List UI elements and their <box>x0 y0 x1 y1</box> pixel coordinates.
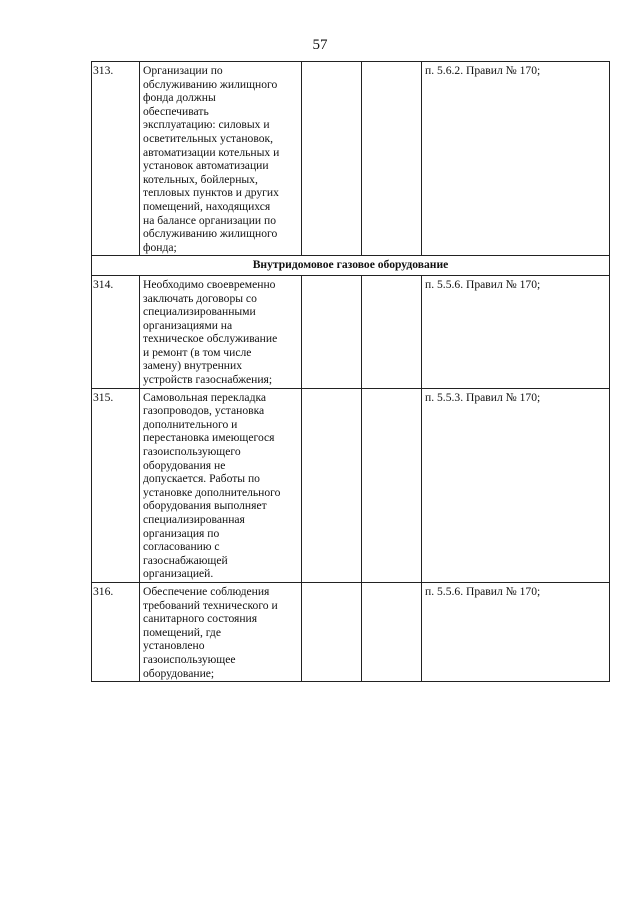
reference-cell: п. 5.5.6. Правил № 170; <box>422 582 610 681</box>
requirements-table <box>91 61 610 682</box>
requirement-text: Необходимо своевременно заключать договоры со специализированными организациями на техническое обслуживание и ремонт (в том числе замену) внутренних устройств газоснабжения; <box>140 275 302 388</box>
reference-cell: п. 5.5.6. Правил № 170; <box>422 275 610 388</box>
empty-cell <box>362 62 422 256</box>
requirement-text: Самовольная перекладка газопроводов, установка дополнительного и перестановка имеющегося газоиспользующего оборудования не допускается. Работы по установке дополнительного оборудования выполняет специализированная организация по согласованию с газоснабжающей организацией. <box>140 388 302 582</box>
section-heading: Внутридомовое газовое оборудование <box>92 256 610 276</box>
empty-cell <box>302 582 362 681</box>
requirement-text: Организации по обслуживанию жилищного фонда должны обеспечивать эксплуатацию: силовых и осветительных установок, автоматизации котельных и установок автоматизации котельных, бойлерных, тепловых пунктов и других помещений, находящихся на балансе организации по обслуживанию жилищного фонда; <box>140 62 302 256</box>
table-row-313 <box>92 62 610 256</box>
reference-cell: п. 5.6.2. Правил № 170; <box>422 62 610 256</box>
empty-cell <box>302 275 362 388</box>
reference-cell: п. 5.5.3. Правил № 170; <box>422 388 610 582</box>
row-number: 316. <box>92 582 140 681</box>
section-heading-row <box>92 256 610 276</box>
empty-cell <box>302 62 362 256</box>
empty-cell <box>362 388 422 582</box>
table-row-315 <box>92 388 610 582</box>
row-number: 313. <box>92 62 140 256</box>
row-number: 314. <box>92 275 140 388</box>
empty-cell <box>362 582 422 681</box>
empty-cell <box>302 388 362 582</box>
table-row-314 <box>92 275 610 388</box>
empty-cell <box>362 275 422 388</box>
table-row-316 <box>92 582 610 681</box>
row-number: 315. <box>92 388 140 582</box>
page-number: 57 <box>312 37 328 53</box>
requirement-text: Обеспечение соблюдения требований технического и санитарного состояния помещений, где установлено газоиспользующее оборудование; <box>140 582 302 681</box>
